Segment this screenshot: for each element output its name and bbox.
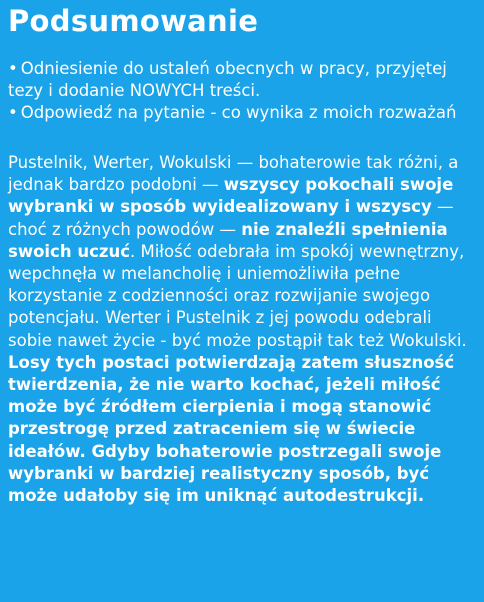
bullet-list [8,58,474,124]
bullet-dot-icon: • [8,103,18,122]
bullet-text: Odniesienie do ustaleń obecnych w pracy, przyjętej tezy i dodanie NOWYCH treści. [8,59,447,100]
slide-title: Podsumowanie [8,4,259,38]
bullet-dot-icon: • [8,59,18,78]
paragraph-segment: — choć z różnych powodów — [8,197,454,239]
paragraph-segment: . Miłość odebrała im spokój wewnętrzny, wepchnęła w melancholię i uniemożliwiła pełne korzystanie z codzienności oraz rozwijanie swojego potencjału. Werter i Pustelnik z jej powodu odebrali sobie nawet życie - być może postąpił tak też Wokulski. [8,241,467,350]
bullet-text: Odpowiedź na pytanie - co wynika z moich rozważań [20,103,457,122]
bullet-item [8,58,474,102]
paragraph-segment-bold: wszyscy pokochali swoje wybranki w sposób wyidealizowany i wszyscy [8,175,454,217]
bullet-item [8,102,474,124]
paragraph-segment-bold: nie znaleźli spełnienia swoich uczuć [8,219,448,261]
paragraph-segment: Pustelnik, Werter, Wokulski — bohaterowie tak różni, a jednak bardzo podobni — [8,153,459,195]
summary-paragraph [8,152,474,507]
paragraph-segment-bold: Losy tych postaci potwierdzają zatem słuszność twierdzenia, że nie warto kochać, jeżeli miłość może być źródłem cierpienia i mogą stanowić przestrogę przed zatraceniem się w świecie ideałów. Gdyby bohaterowie postrzegali swoje wybranki w bardziej realistyczny sposób, być może udałoby się im uniknąć autodestrukcji. [8,352,455,506]
